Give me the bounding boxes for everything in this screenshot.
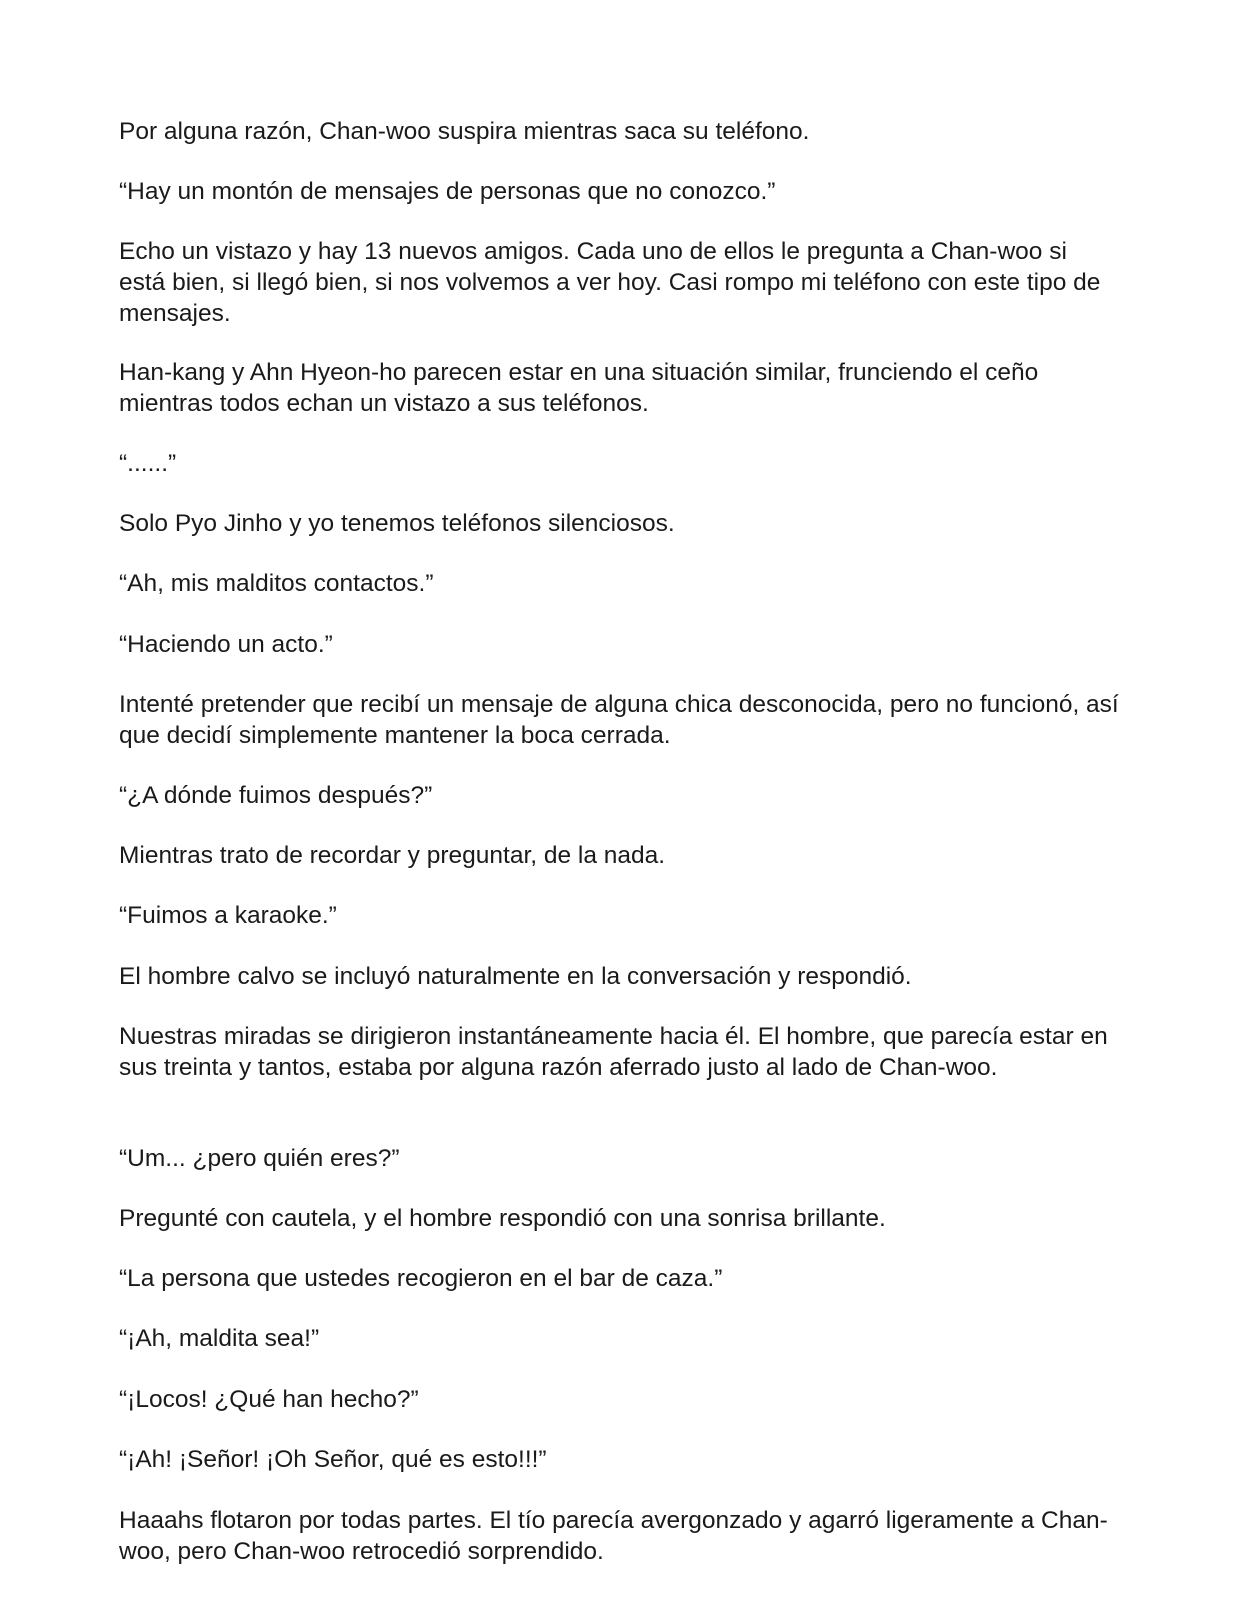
paragraph-15: “Um... ¿pero quién eres?” (119, 1145, 400, 1172)
paragraph-11: Mientras trato de recordar y preguntar, de la nada. (119, 842, 666, 869)
paragraph-20: “¡Ah! ¡Señor! ¡Oh Señor, qué es esto!!!” (119, 1446, 547, 1473)
paragraph-21: Haaahs flotaron por todas partes. El tío parecía avergonzado y agarró ligeramente a Chan-woo, pero Chan-woo retrocedió sorprendido. (119, 1507, 1108, 1565)
paragraph-9: Intenté pretender que recibí un mensaje de alguna chica desconocida, pero no funcionó, así que decidí simplemente mantener la boca cerrada. (119, 691, 1119, 749)
paragraph-1: Por alguna razón, Chan-woo suspira mientras saca su teléfono. (119, 118, 810, 145)
paragraph-14: Nuestras miradas se dirigieron instantáneamente hacia él. El hombre, que parecía estar en sus treinta y tantos, estaba por alguna razón aferrado justo al lado de Chan-woo. (119, 1023, 1108, 1081)
paragraph-5: “......” (119, 450, 177, 477)
paragraph-2: “Hay un montón de mensajes de personas que no conozco.” (119, 178, 776, 205)
paragraph-8: “Haciendo un acto.” (119, 631, 333, 658)
paragraph-17: “La persona que ustedes recogieron en el bar de caza.” (119, 1265, 723, 1292)
paragraph-18: “¡Ah, maldita sea!” (119, 1325, 320, 1352)
paragraph-7: “Ah, mis malditos contactos.” (119, 570, 434, 597)
paragraph-13: El hombre calvo se incluyó naturalmente en la conversación y respondió. (119, 963, 912, 990)
paragraph-16: Pregunté con cautela, y el hombre respondió con una sonrisa brillante. (119, 1205, 886, 1232)
paragraph-10: “¿A dónde fuimos después?” (119, 782, 433, 809)
paragraph-19: “¡Locos! ¿Qué han hecho?” (119, 1386, 419, 1413)
paragraph-12: “Fuimos a karaoke.” (119, 902, 337, 929)
paragraph-3: Echo un vistazo y hay 13 nuevos amigos. Cada uno de ellos le pregunta a Chan-woo si está bien, si llegó bien, si nos volvemos a ver hoy. Casi rompo mi teléfono con este tipo de mensajes. (119, 238, 1101, 327)
paragraph-6: Solo Pyo Jinho y yo tenemos teléfonos silenciosos. (119, 510, 675, 537)
paragraph-4: Han-kang y Ahn Hyeon-ho parecen estar en una situación similar, frunciendo el ceño mientras todos echan un vistazo a sus teléfonos. (119, 359, 1039, 417)
